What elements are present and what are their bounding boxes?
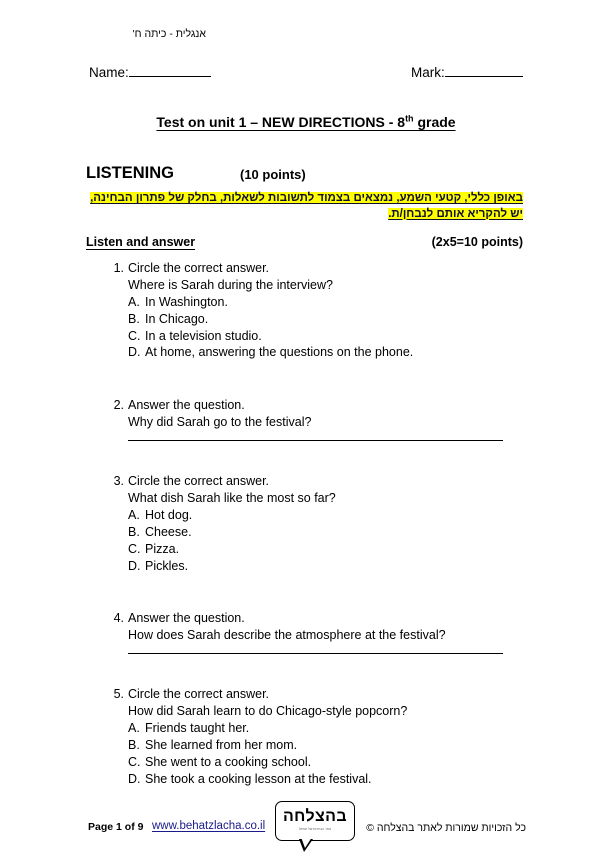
page-content: [86, 0, 526, 866]
option-text: Pickles.: [145, 558, 189, 573]
option-letter: D.: [128, 771, 141, 786]
page-number: [88, 820, 143, 834]
question-instruction-text: Answer the question.: [128, 611, 245, 626]
option-item[interactable]: [86, 294, 523, 311]
title-part2: grade: [413, 114, 456, 130]
question-instruction-text: Answer the question.: [128, 398, 245, 413]
option-list: [86, 294, 523, 361]
question-instruction-text: Circle the correct answer.: [128, 261, 270, 275]
option-text: At home, answering the questions on the phone.: [145, 345, 414, 360]
question-prompt: Why did Sarah go to the festival?: [128, 415, 312, 430]
logo-text: בהצלחה: [282, 808, 348, 825]
question-number: 5.: [113, 687, 124, 702]
option-letter: D.: [128, 558, 141, 573]
option-list: [86, 720, 523, 787]
question-instruction: [86, 260, 523, 277]
subject-header: אנגלית - כיתה ח': [132, 28, 206, 40]
question-spacer: [86, 441, 523, 473]
name-label: Name:: [89, 65, 129, 80]
question-number: 3.: [113, 474, 124, 489]
title-part1: Test on unit 1 – NEW DIRECTIONS - 8: [156, 114, 406, 130]
option-list: [86, 507, 523, 574]
option-text: In a television studio.: [145, 328, 262, 343]
logo-tail-inner: [301, 837, 312, 848]
subsection-header: [86, 234, 523, 252]
question-prompt: How did Sarah learn to do Chicago-style popcorn?: [128, 704, 408, 719]
answer-line[interactable]: [128, 440, 503, 441]
page-total: 9: [137, 821, 144, 833]
question-spacer: [86, 574, 523, 610]
option-letter: B.: [128, 738, 140, 753]
highlighted-note: [86, 191, 523, 222]
question-instruction: [86, 473, 523, 490]
question-number: 2.: [113, 398, 124, 413]
question-spacer: [86, 361, 523, 397]
website-link[interactable]: www.behatzlacha.co.il: [152, 820, 266, 832]
question-prompt: Where is Sarah during the interview?: [128, 278, 333, 292]
question-instruction: [86, 397, 523, 414]
option-text: In Washington.: [145, 295, 228, 309]
logo-subtext: אתר הבחינות של ישראל: [298, 827, 332, 831]
page-middle: of: [121, 821, 138, 833]
copyright-text: כל הזכויות שמורות לאתר בהצלחה ©: [366, 822, 526, 834]
question-item: [86, 260, 523, 361]
title-ordinal: th: [405, 113, 414, 124]
subsection-title: Listen and answer: [86, 235, 196, 249]
page-prefix: Page: [88, 821, 117, 833]
mark-label: Mark:: [411, 65, 445, 80]
question-number: 4.: [113, 611, 124, 626]
question-instruction: [86, 610, 523, 627]
option-item[interactable]: [86, 344, 523, 361]
section-title: LISTENING: [86, 164, 175, 182]
option-letter: B.: [128, 524, 140, 539]
mark-field[interactable]: [411, 64, 523, 81]
option-item[interactable]: [86, 507, 523, 524]
name-blank[interactable]: [129, 65, 211, 77]
option-letter: A.: [128, 721, 140, 736]
answer-line[interactable]: [128, 653, 503, 654]
option-item[interactable]: [86, 541, 523, 558]
question-item: [86, 473, 523, 574]
option-text: Friends taught her.: [145, 721, 250, 736]
option-item[interactable]: [86, 524, 523, 541]
option-text: Cheese.: [145, 524, 192, 539]
option-text: In Chicago.: [145, 311, 209, 326]
question-prompt: How does Sarah describe the atmosphere at the festival?: [128, 628, 446, 643]
student-fields: [89, 64, 526, 84]
option-letter: C.: [128, 754, 141, 769]
question-number: 1.: [113, 261, 124, 275]
question-item: [86, 686, 523, 787]
question-prompt: What dish Sarah like the most so far?: [128, 491, 336, 506]
option-text: She went to a cooking school.: [145, 754, 312, 769]
option-item[interactable]: [86, 754, 523, 771]
option-item[interactable]: [86, 771, 523, 788]
question-item: [86, 610, 523, 654]
option-item[interactable]: [86, 328, 523, 345]
mark-blank[interactable]: [445, 65, 523, 77]
option-letter: A.: [128, 508, 140, 523]
option-text: Hot dog.: [145, 508, 193, 523]
option-letter: C.: [128, 541, 141, 556]
option-item[interactable]: [86, 558, 523, 575]
question-spacer: [86, 654, 523, 686]
page-title: [86, 113, 526, 131]
option-text: She learned from her mom.: [145, 738, 298, 753]
section-header: [86, 163, 526, 185]
option-letter: C.: [128, 328, 141, 343]
question-instruction-text: Circle the correct answer.: [128, 687, 270, 702]
note-line-2: יש להקריא אותם לנבחן/ת.: [388, 207, 523, 220]
question-item: [86, 397, 523, 441]
option-text: She took a cooking lesson at the festival.: [145, 771, 372, 786]
option-letter: A.: [128, 295, 140, 309]
question-instruction-text: Circle the correct answer.: [128, 474, 270, 489]
option-item[interactable]: [86, 311, 523, 328]
page-footer: [86, 808, 526, 860]
name-field[interactable]: [89, 64, 211, 81]
note-line-1: באופן כללי, קטעי השמע, נמצאים בצמוד לתשובות לשאלות, בחלק של פתרון הבחינה,: [90, 192, 523, 204]
behatzlacha-logo[interactable]: [275, 801, 357, 844]
option-letter: D.: [128, 345, 141, 360]
option-item[interactable]: [86, 737, 523, 754]
section-points: (10 points): [240, 167, 306, 182]
option-text: Pizza.: [145, 541, 180, 556]
question-instruction: [86, 686, 523, 703]
option-letter: B.: [128, 311, 140, 326]
page-current: 1: [116, 821, 122, 833]
subsection-points: (2x5=10 points): [431, 235, 523, 249]
question-list: [86, 260, 523, 788]
option-item[interactable]: [86, 720, 523, 737]
